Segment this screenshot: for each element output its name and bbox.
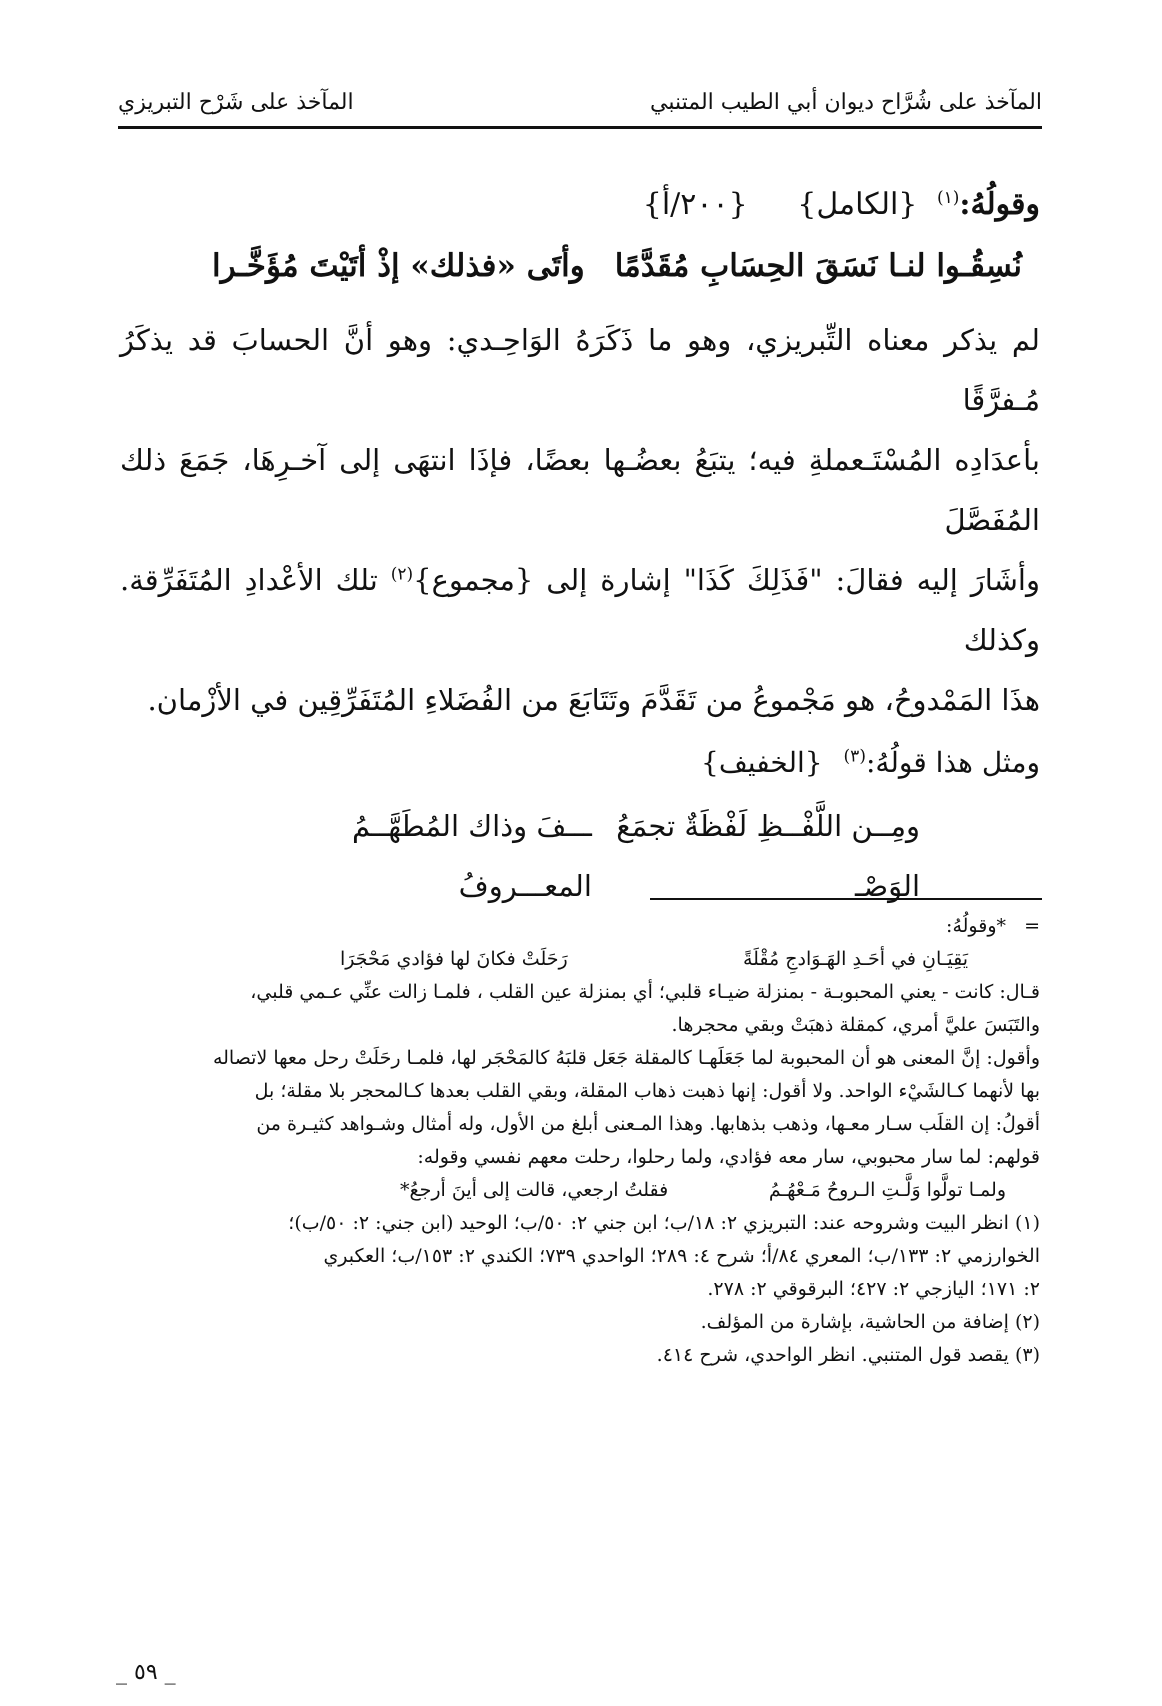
header-divider bbox=[118, 126, 1042, 129]
entry1-verse-first-hemistich: نُسِقُـوا لنـا نَسَقَ الحِسَابِ مُقَدَّمًا bbox=[614, 248, 1022, 284]
footnote-3 bbox=[120, 1339, 1040, 1372]
entry2-intro-text: ومثل هذا قولُهُ: bbox=[865, 746, 1040, 779]
continuation-intro-text: *وقولُهُ: bbox=[946, 915, 1006, 937]
header-section-title: المآخذ على شَرْح التبريزي bbox=[118, 90, 354, 115]
footnote-verse-second: رَحَلَتْ فكانَ لها فؤادي مَحْجَرَا bbox=[340, 948, 568, 970]
commentary-line3-a: وأشَارَ إليه فقالَ: "فَذَلِكَ كَذَا" إشارة إلى {مجموع} bbox=[413, 563, 1040, 597]
continuation-mark: = bbox=[1024, 915, 1040, 937]
entry2-intro bbox=[120, 736, 1040, 790]
footnote-1-line1: انظر البيت وشروحه عند: التبريزي ٢: ١٨/ب؛ ابن جني ٢: ٥٠/ب؛ الوحيد (ابن جني: ٢: ٥٠/ب)؛ bbox=[288, 1212, 1009, 1234]
header-book-title: المآخذ على شُرَّاح ديوان أبي الطيب المتنبي bbox=[650, 90, 1042, 115]
commentary-line: لم يذكر معناه التِّبريزي، وهو ما ذَكَرَهُ الوَاحِـدي: وهو أنَّ الحسابَ قد يذكَرُ مُـفرَّقًا bbox=[120, 323, 1040, 417]
footnote-verse bbox=[120, 943, 1040, 976]
footnote-line: بها لأنهما كـالشَيْء الواحد. ولا أقول: إنها ذهبت ذهاب المقلة، وبقي القلب بعدها كـالمحجر بلا مقلة؛ بل bbox=[254, 1080, 1040, 1102]
footnote-1 bbox=[120, 1207, 1040, 1240]
closing-verse-first: ولمـا تولَّوا وَلَّـتِ الـروحُ مَـعْهُـمُ bbox=[768, 1179, 1006, 1201]
footnote-line: قولهم: لما سار محبوبي، سار معه فؤادي، ولما رحلوا، رحلت معهم نفسي وقوله: bbox=[417, 1146, 1040, 1168]
page-number: _ ٥٩ _ bbox=[116, 1660, 176, 1685]
commentary-line bbox=[120, 550, 1040, 670]
commentary-note-ref: (٢) bbox=[390, 564, 414, 585]
main-text bbox=[120, 180, 1040, 916]
footnote-1-line3: ٢: ١٧١؛ اليازجي ٢: ٤٢٧؛ البرقوقي ٢: ٢٧٨. bbox=[707, 1278, 1040, 1300]
footnote-2-number: (٢) bbox=[1014, 1311, 1040, 1333]
footnote-closing-verse bbox=[120, 1174, 1040, 1207]
entry1-intro-word: وقولُهُ: bbox=[959, 187, 1040, 222]
running-header bbox=[118, 82, 1042, 122]
entry1-folio: {٢٠٠/أ} bbox=[642, 187, 748, 222]
entry1-intro bbox=[120, 180, 1040, 230]
footnote-continuation-intro bbox=[120, 910, 1040, 943]
entry1-note-ref: (١) bbox=[936, 188, 960, 208]
footnote-line: قـال: كانت - يعني المحبوبـة - بمنزلة ضيـاء قلبي؛ أي بمنزلة عين القلب ، فلمـا زالت عنِّي عـمي قلبي، bbox=[250, 981, 1040, 1003]
commentary-line3-b: تلك الأعْدادِ المُتَفَرِّقة. وكذلك bbox=[120, 563, 1040, 657]
commentary-line: هذَا المَمْدوحُ، هو مَجْموعُ من تَقَدَّمَ وتَتَابَعَ من الفُضَلاءِ المُتَفَرِّقِين في الأزْمان. bbox=[147, 683, 1040, 717]
footnote-2-text: إضافة من الحاشية، بإشارة من المؤلف. bbox=[700, 1311, 1009, 1333]
footnote-3-number: (٣) bbox=[1014, 1344, 1040, 1366]
closing-verse-second: فقلتُ ارجعي، قالت إلى أينَ أرجعُ* bbox=[400, 1179, 669, 1201]
entry2-meter: {الخفيف} bbox=[701, 746, 823, 779]
entry2-note-ref: (٣) bbox=[843, 746, 866, 767]
entry2-verse-first-hemistich: ومِــن اللَّفْــظِ لَفْظَةٌ تجمَعُ الوَصْـ bbox=[616, 809, 920, 903]
footnote-line: أقولُ: إن القلَب سـار معـها، وذهب بذهابها. وهذا المـعنى أبلغ من الأول، وله أمثال وشـواهد كثيـرة من bbox=[256, 1113, 1040, 1135]
footnote-2 bbox=[120, 1306, 1040, 1339]
footnote-3-text: يقصد قول المتنبي. انظر الواحدي، شرح ٤١٤. bbox=[656, 1344, 1009, 1366]
commentary-line: بأعدَادِه المُسْتَـعملةِ فيه؛ يتبَعُ بعضُـها بعضًا، فإذَا انتهَى إلى آخـرِهَا، جَمَعَ ذلك المُفَصَّلَ bbox=[120, 443, 1040, 537]
footnote-divider bbox=[650, 898, 1042, 900]
footnote-1-line2: الخوارزمي ٢: ١٣٣/ب؛ المعري ٨٤/أ؛ شرح ٤: ٢٨٩؛ الواحدي ٧٣٩؛ الكندي ٢: ١٥٣/ب؛ العكبري bbox=[323, 1245, 1040, 1267]
entry1-meter: {الكامل} bbox=[797, 187, 918, 222]
entry1-verse-second-hemistich: وأتَى «فذلك» إذْ أتَيْتَ مُؤَخَّـرا bbox=[212, 248, 585, 284]
entry2-verse-second-hemistich: ـــفَ وذاك المُطَهَّــمُ المعـــروفُ bbox=[351, 809, 592, 903]
entry1-verse bbox=[120, 236, 1040, 296]
footnote-line: وأقول: إنَّ المعنى هو أن المحبوبة لما جَعَلَهـا كالمقلة جَعَل قلبَهُ كالمَحْجَر لها، فلمـا رحَلَتْ رحل معها لاتصاله bbox=[212, 1047, 1040, 1069]
footnote-1-number: (١) bbox=[1014, 1212, 1040, 1234]
footnote-line: والتَبَسَ عليَّ أمري، كمقلة ذهبَتْ وبقي محجرها. bbox=[671, 1014, 1040, 1036]
footnotes bbox=[120, 910, 1040, 1372]
footnote-verse-first: يَقِيَـانِ في أحَـدِ الهَـوَادجِ مُقْلَةً bbox=[742, 948, 968, 970]
commentary bbox=[120, 310, 1040, 730]
